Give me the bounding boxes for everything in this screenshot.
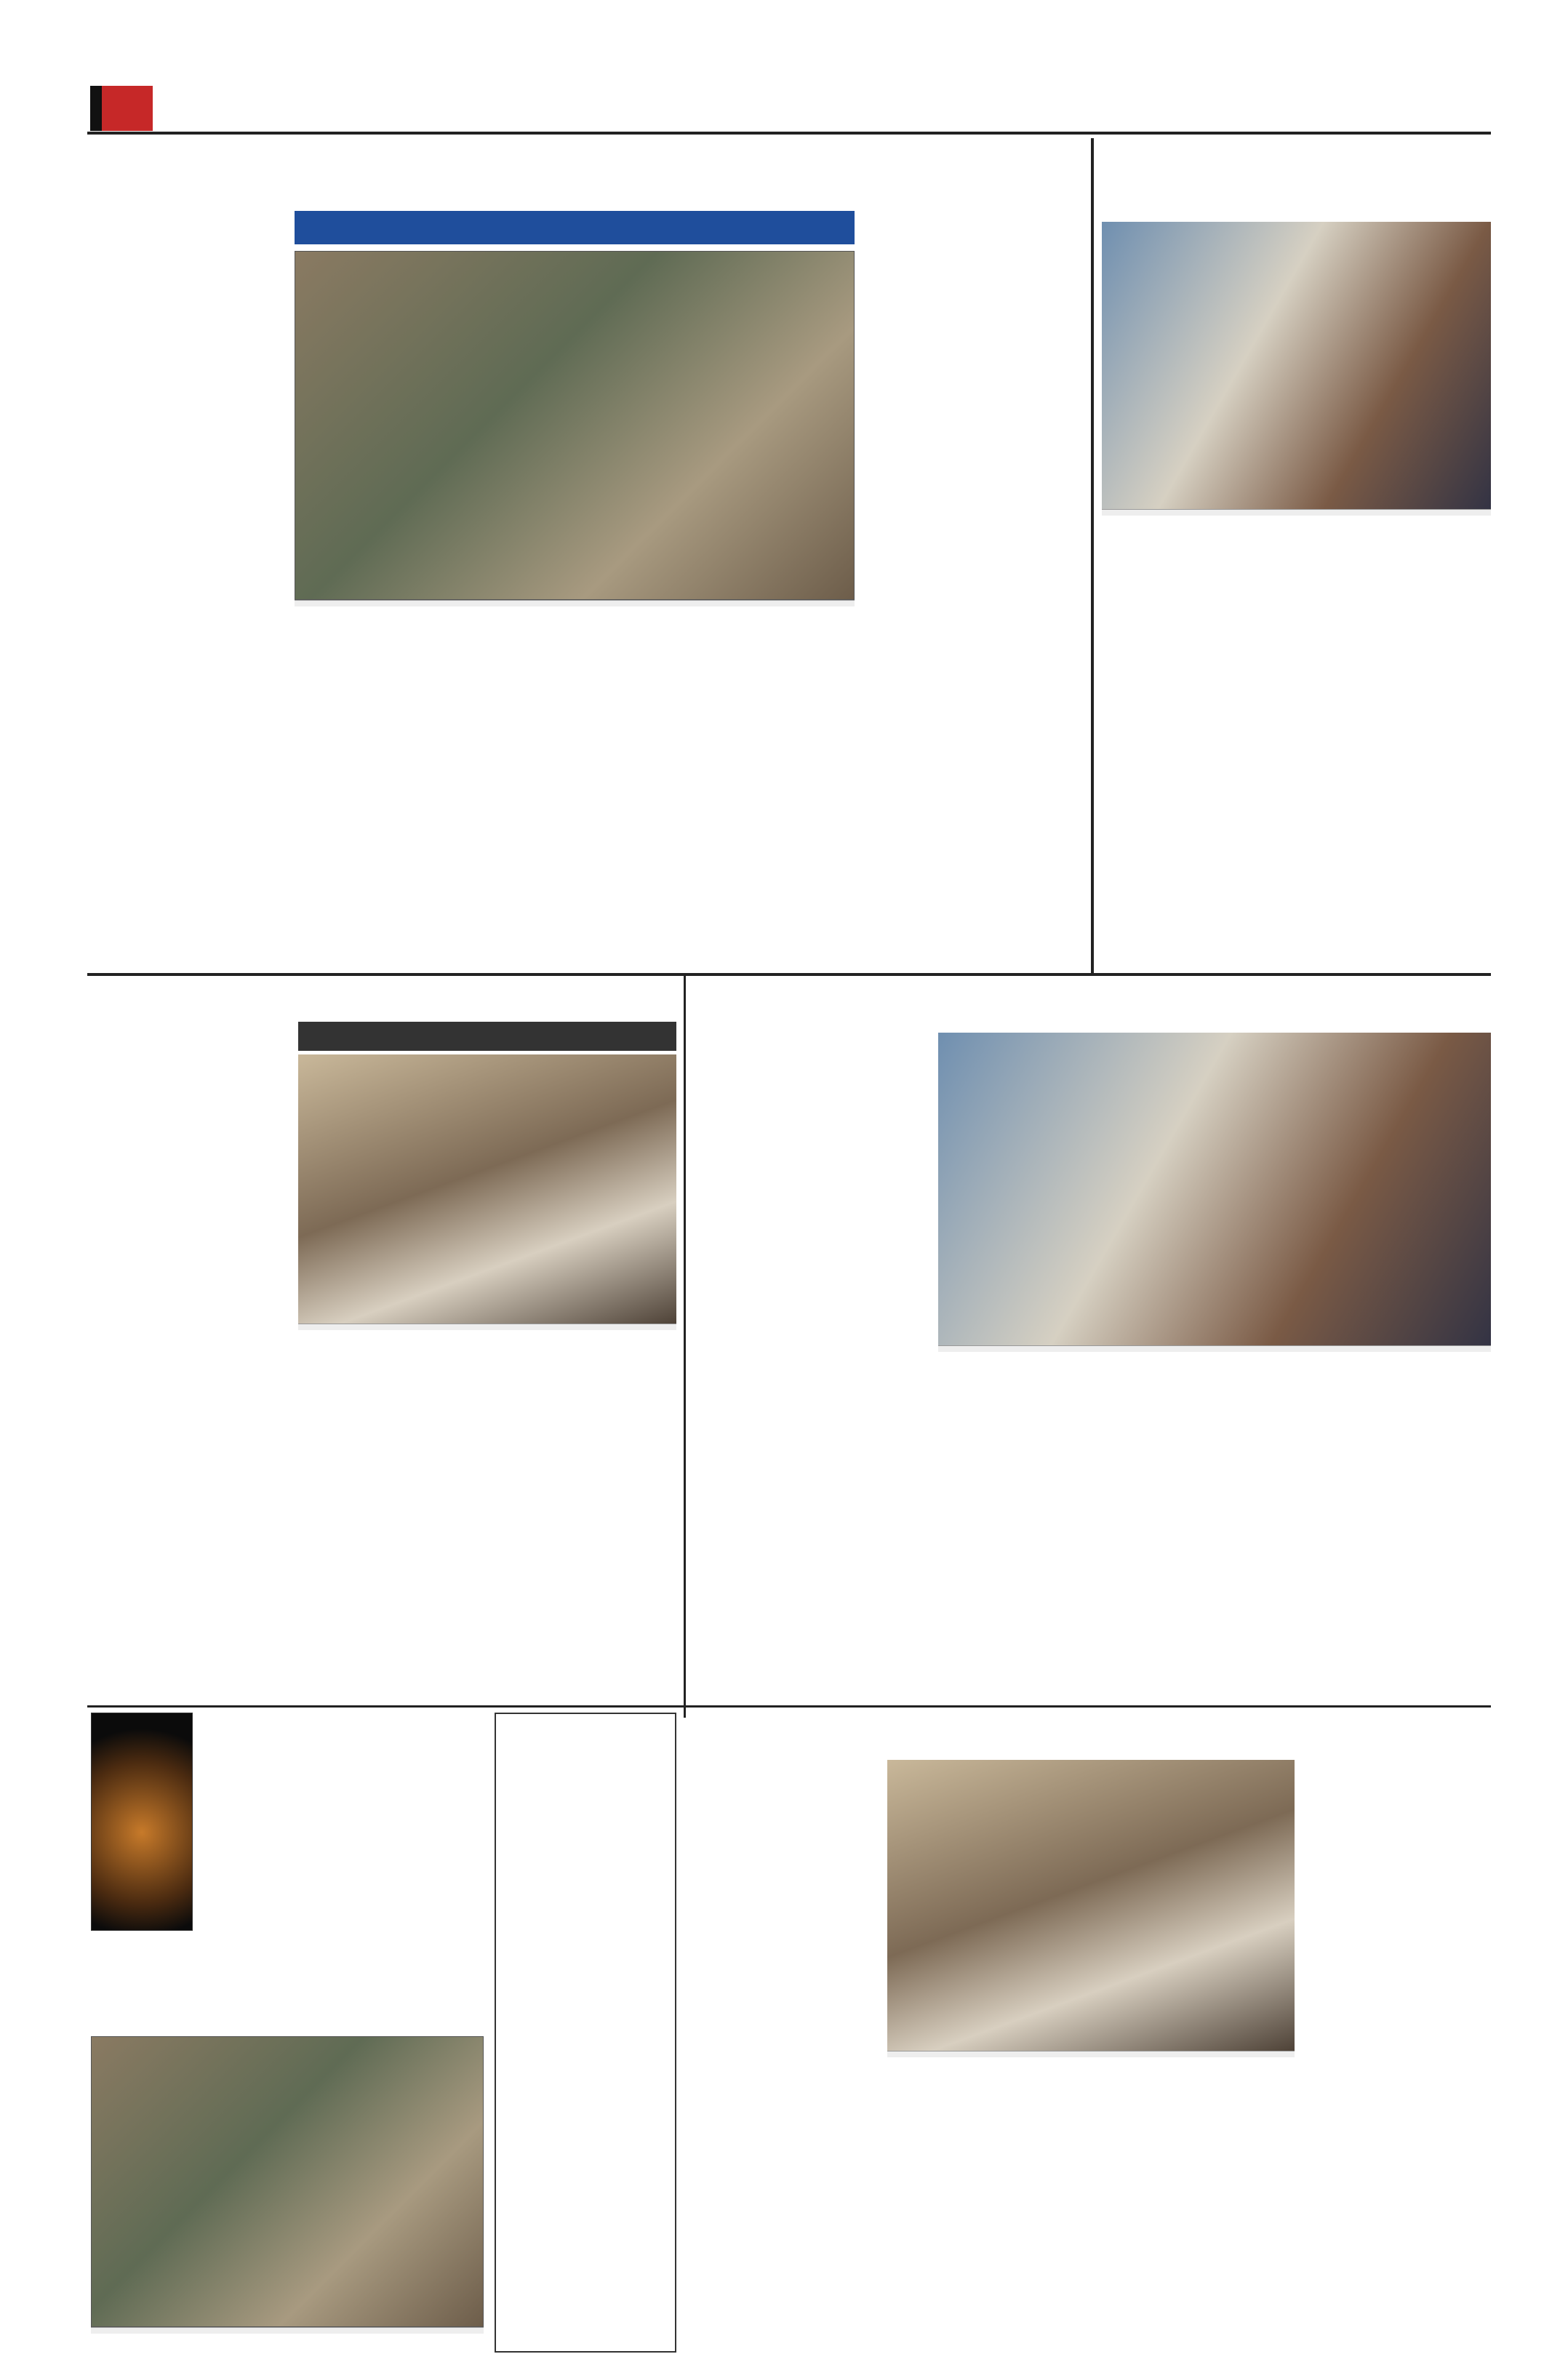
story1-column bbox=[295, 629, 473, 956]
story1-column bbox=[91, 211, 284, 969]
story8-caption bbox=[91, 2327, 484, 2334]
page-number bbox=[102, 86, 153, 131]
story7-column bbox=[1305, 1760, 1491, 2349]
row-divider bbox=[87, 1705, 1491, 1708]
row-divider bbox=[87, 973, 1491, 976]
story1-subhead bbox=[295, 211, 855, 244]
page-label bbox=[90, 86, 102, 131]
story1-column bbox=[865, 211, 1084, 967]
story3-photo bbox=[298, 1054, 676, 1324]
story2-caption bbox=[1102, 509, 1491, 516]
story1-column bbox=[673, 629, 855, 920]
column-divider bbox=[1091, 138, 1094, 974]
story8-photo bbox=[91, 2036, 484, 2327]
column-divider bbox=[684, 976, 686, 1718]
story7-column bbox=[887, 2080, 1295, 2349]
story2-photo bbox=[1102, 222, 1491, 509]
story4-column bbox=[938, 1374, 1207, 1694]
story1-caption bbox=[295, 600, 855, 606]
story6-body bbox=[502, 1782, 669, 2342]
story3-caption bbox=[298, 1324, 676, 1330]
story5-body bbox=[204, 1742, 480, 1931]
story2-body bbox=[1102, 560, 1491, 971]
page-header bbox=[87, 80, 1491, 135]
page-number-box bbox=[90, 86, 207, 131]
story1-column bbox=[484, 629, 662, 956]
story3-column bbox=[91, 1025, 291, 1698]
story4-column bbox=[1218, 1374, 1491, 1694]
story1-photo bbox=[295, 251, 855, 600]
story7-photo bbox=[887, 1760, 1295, 2051]
story3-column bbox=[298, 1353, 480, 1694]
story4-caption bbox=[938, 1345, 1491, 1352]
story7-column bbox=[691, 1760, 880, 2353]
story7-caption bbox=[887, 2051, 1295, 2057]
story4-column bbox=[691, 1033, 927, 1404]
story4-photo bbox=[938, 1033, 1491, 1345]
story3-column bbox=[491, 1353, 676, 1694]
story3-subhead bbox=[298, 1022, 676, 1051]
tiger-photo bbox=[91, 1713, 193, 1931]
